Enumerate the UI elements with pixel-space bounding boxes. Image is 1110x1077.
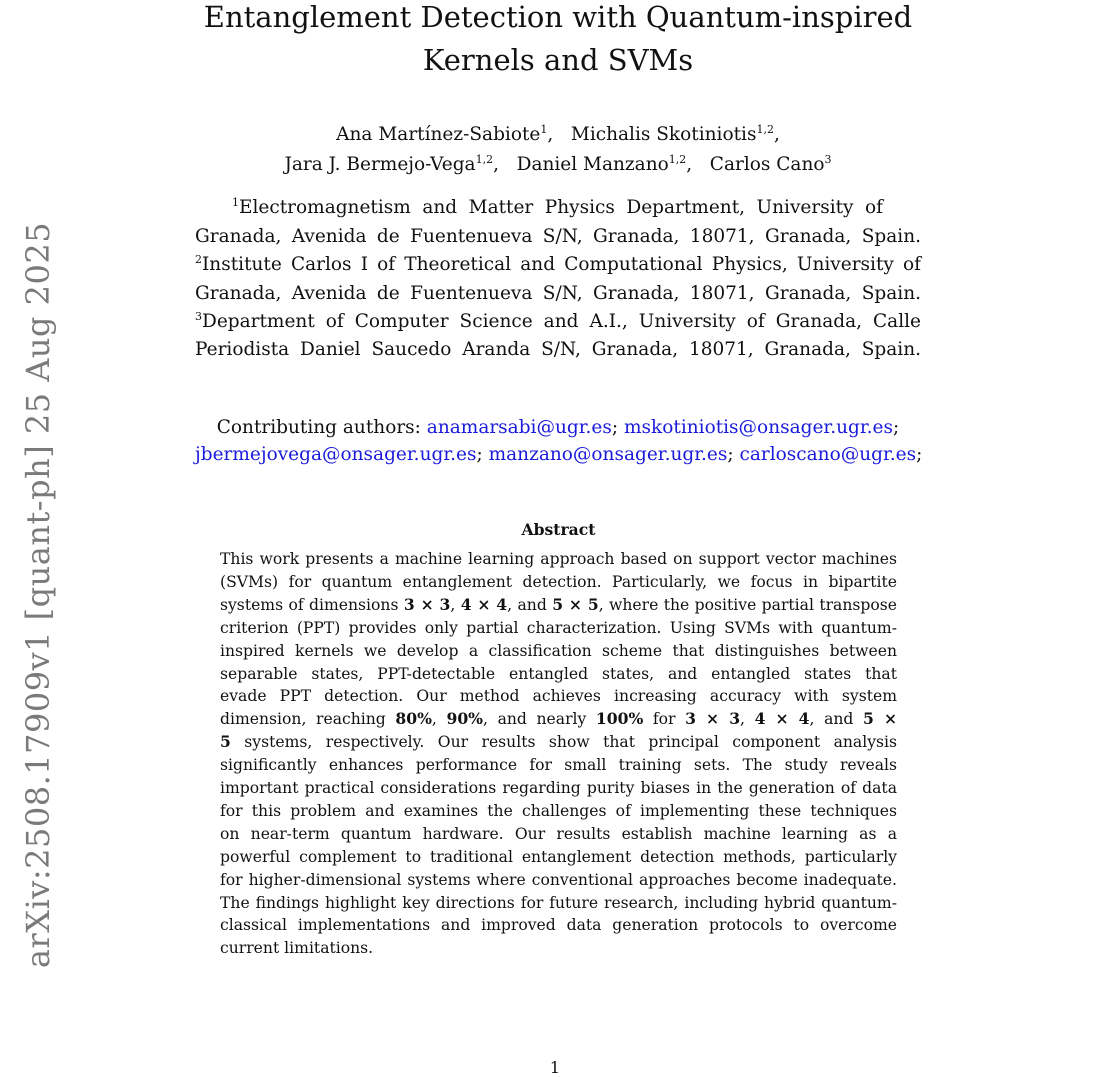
affiliation-number: 1: [232, 196, 239, 209]
abstract-text: separable states, PPT-detectable entangled states, and entangled states that: [220, 664, 897, 683]
contact-line-2: jbermejovega@onsager.ugr.es; manzano@onsager.ugr.es; carloscano@ugr.es;: [195, 444, 923, 465]
paper-title-line-2: Kernels and SVMs: [422, 43, 694, 77]
abstract-bold-text: 90%: [446, 709, 484, 729]
abstract-bold-text: 100%: [595, 709, 644, 729]
affiliation-2-line-1: [195, 253, 921, 277]
abstract-bold-text: 4 × 4: [754, 709, 810, 729]
email-link[interactable]: manzano@onsager.ugr.es: [488, 444, 728, 465]
author-name: Carlos Cano: [709, 154, 825, 175]
contact-label: Contributing authors:: [216, 417, 421, 438]
abstract-text: , where the positive partial transpose: [598, 595, 897, 614]
abstract-line: [220, 915, 897, 935]
email-link[interactable]: mskotiniotis@onsager.ugr.es: [624, 417, 893, 438]
abstract-line: [220, 824, 897, 844]
abstract-line: [220, 732, 897, 752]
author-line-1: Ana Martínez-Sabiote$^1$, Michalis Skotiniotis$^{1,2}$,: [336, 123, 780, 145]
author-affiliation: 1,2: [756, 123, 774, 136]
abstract-text: significantly enhances performance for small training sets. The study reveals: [220, 756, 897, 775]
abstract-line: [220, 686, 897, 706]
abstract-text: criterion (PPT) provides only partial characterization. Using SVMs with quantum-: [220, 618, 897, 637]
affiliation-number: 2: [195, 253, 202, 266]
page-number: 1: [549, 1058, 561, 1077]
abstract-bold-text: 4 × 4: [460, 594, 508, 614]
abstract-bold-text: 3 × 3: [685, 709, 741, 729]
abstract-bold-text: 80%: [395, 709, 432, 729]
author-affiliation: 1: [540, 123, 548, 136]
abstract-bold-text: 3 × 3: [403, 594, 451, 614]
abstract-line: [220, 641, 897, 661]
abstract-line: [220, 870, 897, 890]
abstract-text: current limitations.: [220, 939, 374, 958]
abstract-text: , and nearly: [483, 710, 596, 729]
abstract-text: evade PPT detection. Our method achieves increasing accuracy with system: [220, 687, 897, 706]
contact-line-1: Contributing authors: anamarsabi@ugr.es; mskotiniotis@onsager.ugr.es;: [216, 417, 900, 438]
author-affiliation: 1,2: [475, 153, 494, 166]
abstract-text: (SVMs) for quantum entanglement detection. Particularly, we focus in bipartite: [220, 572, 897, 591]
abstract-text: systems of dimensions: [220, 595, 404, 614]
abstract-heading: Abstract: [521, 520, 596, 539]
affiliation-number: 3: [195, 310, 202, 323]
affiliation-text: Department of Computer Science and A.I., University of Granada, Calle: [202, 311, 921, 332]
abstract-text: systems, respectively. Our results show that principal component analysis: [230, 733, 897, 752]
abstract-text: classical implementations and improved data generation protocols to overcome: [220, 916, 897, 935]
affiliation-3-line-1: [195, 310, 921, 334]
abstract-line: [220, 664, 897, 684]
paper-title-line-1: Entanglement Detection with Quantum-inspired: [203, 0, 913, 34]
author-name: Daniel Manzano: [516, 154, 669, 175]
abstract-text: for: [643, 710, 686, 729]
affiliation-3-line-2: Periodista Daniel Saucedo Aranda S/N, Granada, 18071, Granada, Spain.: [195, 339, 921, 360]
email-link[interactable]: carloscano@ugr.es: [739, 444, 917, 465]
email-link[interactable]: anamarsabi@ugr.es: [426, 417, 612, 438]
author-name: Jara J. Bermejo-Vega: [284, 154, 476, 175]
abstract-line: [220, 709, 897, 729]
abstract-bold-text: 5 × 5: [552, 594, 599, 614]
abstract-text: , and: [809, 710, 864, 729]
abstract-line: [220, 755, 897, 775]
abstract-line: [220, 847, 897, 867]
abstract-text: on near-term quantum hardware. Our results establish machine learning as a: [220, 824, 897, 843]
abstract-text: This work presents a machine learning approach based on support vector machines: [220, 550, 897, 568]
abstract-text: powerful complement to traditional entanglement detection methods, particularly: [220, 847, 897, 866]
abstract-text: for this problem and examines the challenges of implementing these techniques: [220, 801, 897, 820]
abstract-bold-text: 5: [220, 732, 231, 752]
abstract-line: [220, 618, 897, 638]
abstract-text: inspired kernels we develop a classification scheme that distinguishes between: [220, 641, 897, 660]
abstract-line: [220, 595, 897, 615]
abstract-text: The findings highlight key directions for future research, including hybrid quantum-: [220, 893, 897, 912]
abstract-line: [220, 778, 897, 798]
email-link[interactable]: jbermejovega@onsager.ugr.es: [195, 444, 477, 465]
arxiv-identifier: arXiv:2508.17909v1 [quant-ph] 25 Aug 2025: [19, 221, 57, 969]
abstract-line: [220, 549, 897, 569]
affiliation-1-line-1: [232, 196, 883, 220]
abstract-bold-text: 5 ×: [863, 709, 898, 729]
affiliation-text: Electromagnetism and Matter Physics Department, University of: [239, 197, 883, 218]
affiliation-text: Institute Carlos I of Theoretical and Computational Physics, University of: [202, 254, 921, 275]
author-affiliation: 3: [824, 153, 832, 166]
abstract-line: [220, 893, 897, 913]
abstract-text: ,: [740, 710, 755, 729]
author-name: Ana Martínez-Sabiote: [336, 124, 541, 145]
abstract-line: [220, 938, 897, 958]
abstract-text: ,: [450, 595, 461, 614]
author-line-2: Jara J. Bermejo-Vega$^{1,2}$, Daniel Manzano$^{1,2}$, Carlos Cano$^3$: [284, 153, 832, 175]
author-affiliation: 1,2: [668, 153, 687, 166]
author-name: Michalis Skotiniotis: [570, 124, 757, 145]
abstract-line: [220, 572, 897, 592]
abstract-text: important practical considerations regarding purity biases in the generation of data: [220, 779, 897, 797]
affiliation-1-line-2: Granada, Avenida de Fuentenueva S/N, Granada, 18071, Granada, Spain.: [195, 226, 921, 247]
abstract-text: for higher-dimensional systems where conventional approaches become inadequate.: [220, 870, 897, 889]
abstract-line: [220, 801, 897, 821]
abstract-text: dimension, reaching: [220, 710, 396, 729]
abstract-text: , and: [507, 595, 553, 614]
affiliation-2-line-2: Granada, Avenida de Fuentenueva S/N, Granada, 18071, Granada, Spain.: [195, 283, 921, 304]
abstract-text: ,: [431, 710, 447, 729]
